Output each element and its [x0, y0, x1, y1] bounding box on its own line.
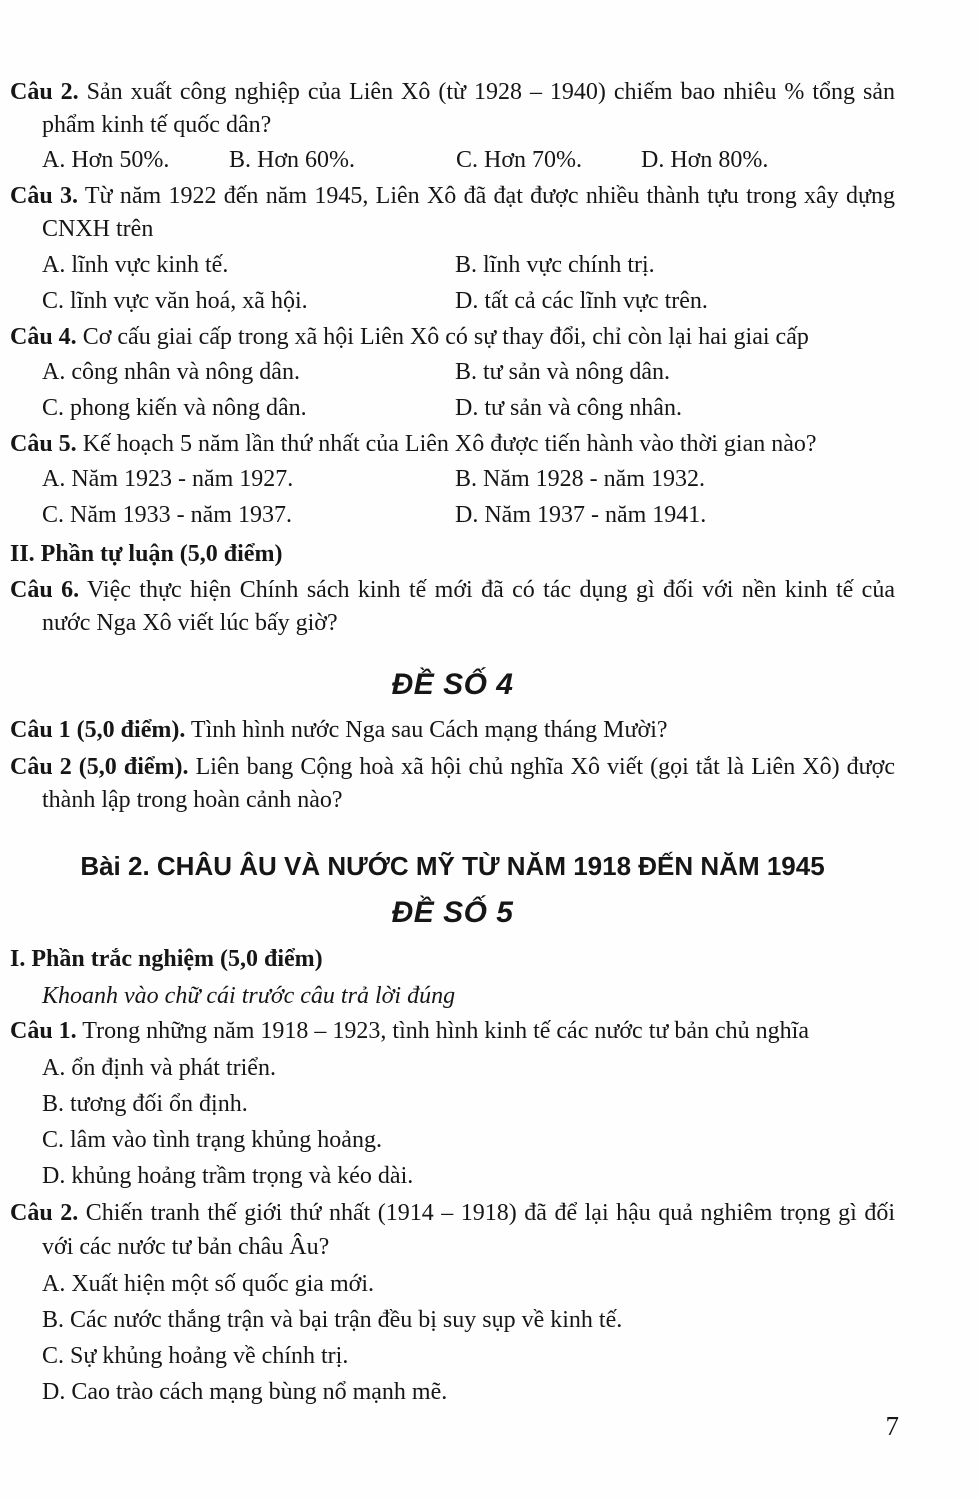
chapter-title-bai-2: Bài 2. CHÂU ÂU VÀ NƯỚC MỸ TỪ NĂM 1918 ĐẾN NĂM 1945 — [80, 850, 825, 881]
question-2-options — [10, 144, 895, 177]
option-a: A. lĩnh vực kinh tế. — [42, 251, 229, 278]
de5-question-1-options — [10, 1050, 895, 1194]
section-heading-essay: II. Phần tự luận (5,0 điểm) — [10, 541, 283, 568]
option-a: A. Năm 1923 - năm 1927. — [42, 466, 294, 493]
exam-title-de-so-5: ĐỀ SỐ 5 — [391, 895, 514, 929]
option-d: D. Cao trào cách mạng bùng nổ mạnh mẽ. — [42, 1378, 448, 1405]
instruction-text: Khoanh vào chữ cái trước câu trả lời đúng — [42, 982, 456, 1009]
question-3-lead — [10, 180, 895, 246]
de4-question-2-label: Câu 2 (5,0 điểm). — [10, 753, 189, 780]
option-d: D. tất cả các lĩnh vực trên. — [455, 287, 708, 314]
question-3-label: Câu 3. — [10, 183, 78, 210]
question-5-lead — [10, 428, 895, 461]
question-5-text: Kế hoạch 5 năm lần thứ nhất của Liên Xô được tiến hành vào thời gian nào? — [82, 431, 817, 458]
question-6 — [10, 574, 895, 640]
de4-question-1 — [10, 714, 895, 747]
option-c: C. lâm vào tình trạng khủng hoảng. — [42, 1127, 382, 1154]
de4-question-1-lead — [10, 714, 895, 747]
question-4-options — [10, 356, 895, 425]
question-2 — [10, 76, 895, 177]
de5-question-2-lead — [10, 1197, 895, 1263]
question-2-text: Sản xuất công nghiệp của Liên Xô (từ 1928 – 1940) chiếm bao nhiêu % tổng sản phẩm kinh tế quốc dân? — [42, 79, 896, 139]
option-d: D. tư sản và công nhân. — [455, 394, 682, 421]
de5-question-1-label: Câu 1. — [10, 1018, 77, 1045]
option-b: B. Các nước thắng trận và bại trận đều bị suy sụp về kinh tế. — [42, 1306, 623, 1333]
de4-question-1-label: Câu 1 (5,0 điểm). — [10, 717, 186, 744]
option-b: B. tư sản và nông dân. — [455, 358, 670, 385]
option-b: B. lĩnh vực chính trị. — [455, 251, 655, 278]
de4-question-2 — [10, 751, 895, 817]
section-heading-multiple-choice: I. Phần trắc nghiệm (5,0 điểm) — [10, 945, 323, 972]
option-c: C. lĩnh vực văn hoá, xã hội. — [42, 287, 308, 314]
question-3 — [10, 180, 895, 317]
de5-question-2 — [10, 1197, 895, 1409]
option-a: A. Hơn 50%. — [42, 147, 170, 174]
option-d: D. Hơn 80%. — [641, 147, 769, 174]
option-a: A. ổn định và phát triển. — [42, 1055, 276, 1082]
option-c: C. Sự khủng hoảng về chính trị. — [42, 1342, 349, 1369]
exam-title-de-so-4: ĐỀ SỐ 4 — [391, 668, 514, 702]
question-4-lead — [10, 321, 895, 354]
option-a: A. Xuất hiện một số quốc gia mới. — [42, 1270, 374, 1297]
de4-question-1-text: Tình hình nước Nga sau Cách mạng tháng Mười? — [190, 717, 668, 744]
question-4-label: Câu 4. — [10, 323, 77, 350]
option-d: D. Năm 1937 - năm 1941. — [455, 502, 707, 529]
page-number: 7 — [885, 1411, 899, 1441]
de5-question-2-label: Câu 2. — [10, 1200, 79, 1227]
question-5-label: Câu 5. — [10, 431, 77, 458]
de5-question-2-options — [10, 1266, 895, 1410]
de4-question-2-lead — [10, 751, 895, 817]
question-5-options — [10, 463, 895, 532]
question-3-options — [10, 249, 895, 318]
de5-question-1 — [10, 1015, 895, 1194]
question-4 — [10, 321, 895, 425]
option-c: C. Năm 1933 - năm 1937. — [42, 502, 292, 529]
question-5 — [10, 428, 895, 532]
question-2-label: Câu 2. — [10, 79, 79, 105]
de5-question-1-lead — [10, 1015, 895, 1048]
option-b: B. Hơn 60%. — [229, 147, 356, 174]
question-4-text: Cơ cấu giai cấp trong xã hội Liên Xô có sự thay đổi, chỉ còn lại hai giai cấp — [82, 323, 809, 350]
question-6-label: Câu 6. — [10, 577, 80, 604]
question-2-lead — [10, 76, 895, 142]
question-6-lead — [10, 574, 895, 640]
de5-question-2-text: Chiến tranh thế giới thứ nhất (1914 – 1918) đã để lại hậu quả nghiêm trọng gì đối với các nước tư bản châu Âu? — [42, 1200, 895, 1260]
option-b: B. Năm 1928 - năm 1932. — [455, 466, 705, 493]
option-b: B. tương đối ổn định. — [42, 1091, 248, 1118]
option-c: C. phong kiến và nông dân. — [42, 394, 307, 421]
de5-question-1-text: Trong những năm 1918 – 1923, tình hình kinh tế các nước tư bản chủ nghĩa — [82, 1018, 810, 1045]
option-c: C. Hơn 70%. — [456, 147, 583, 174]
option-a: A. công nhân và nông dân. — [42, 358, 300, 385]
option-d: D. khủng hoảng trầm trọng và kéo dài. — [42, 1163, 414, 1190]
question-6-text: Việc thực hiện Chính sách kinh tế mới đã có tác dụng gì đối với nền kinh tế của nước Nga Xô viết lúc bấy giờ? — [42, 577, 895, 637]
de4-question-2-text: Liên bang Cộng hoà xã hội chủ nghĩa Xô viết (gọi tắt là Liên Xô) được thành lập trong hoàn cảnh nào? — [42, 753, 896, 813]
question-3-text: Từ năm 1922 đến năm 1945, Liên Xô đã đạt được nhiều thành tựu trong xây dựng CNXH trên — [42, 183, 895, 243]
